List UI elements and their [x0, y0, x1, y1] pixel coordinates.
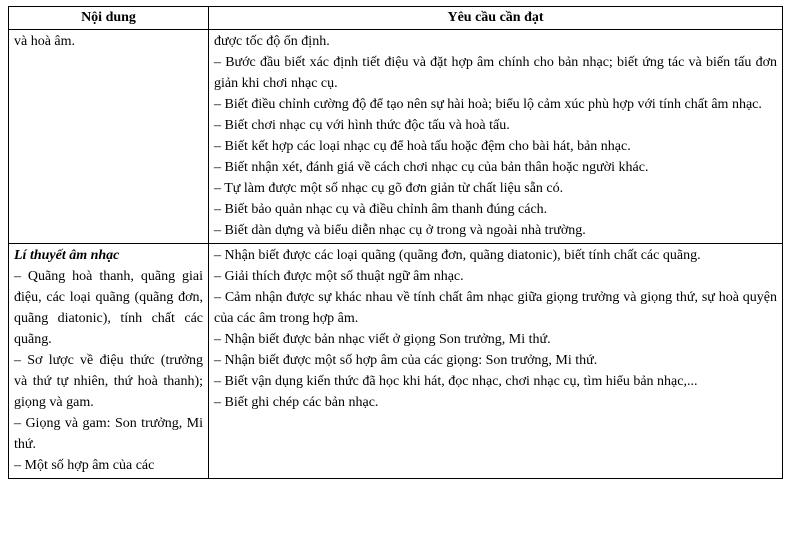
requirement-item: – Nhận biết được một số hợp âm của các giọng: Son trưởng, Mi thứ. [214, 353, 598, 368]
requirements-cell [209, 30, 783, 244]
content-text: – Giọng và gam: Son trưởng, Mi thứ. [14, 416, 203, 452]
requirement-item: – Biết dàn dựng và biểu diễn nhạc cụ ở trong và ngoài nhà trường. [214, 223, 586, 238]
requirement-item: – Biết chơi nhạc cụ với hình thức độc tấu và hoà tấu. [214, 118, 510, 133]
content-text: – Một số hợp âm của các [14, 458, 155, 473]
content-text: và hoà âm. [14, 34, 76, 49]
requirement-item: – Biết điều chỉnh cường độ để tạo nên sự hài hoà; biểu lộ cảm xúc phù hợp với tính chất âm nhạc. [214, 97, 762, 112]
requirement-item: – Biết vận dụng kiến thức đã học khi hát, đọc nhạc, chơi nhạc cụ, tìm hiểu bản nhạc,... [214, 374, 698, 389]
table-header-row [9, 7, 783, 30]
requirement-item: được tốc độ ổn định. [214, 34, 330, 49]
requirement-item: – Bước đầu biết xác định tiết điệu và đặt hợp âm chính cho bản nhạc; biết ứng tác và biến tấu đơn giản khi chơi nhạc cụ. [214, 55, 777, 91]
content-cell [9, 30, 209, 244]
requirement-item: – Tự làm được một số nhạc cụ gõ đơn giản từ chất liệu sẵn có. [214, 181, 564, 196]
requirement-item: – Nhận biết được các loại quãng (quãng đơn, quãng diatonic), biết tính chất các quãng. [214, 248, 701, 263]
requirement-item: – Biết kết hợp các loại nhạc cụ để hoà tấu hoặc đệm cho bài hát, bản nhạc. [214, 139, 631, 154]
requirement-item: – Giải thích được một số thuật ngữ âm nhạc. [214, 269, 464, 284]
header-requirements: Yêu cầu cần đạt [209, 7, 783, 30]
table-row [9, 244, 783, 479]
content-cell [9, 244, 209, 479]
content-text: – Sơ lược về điệu thức (trưởng và thứ tự nhiên, thứ hoà thanh); giọng và gam. [14, 353, 203, 410]
requirement-item: – Biết nhận xét, đánh giá về cách chơi nhạc cụ của bản thân hoặc người khác. [214, 160, 649, 175]
curriculum-table [8, 6, 783, 479]
requirement-item: – Nhận biết được bản nhạc viết ở giọng Son trưởng, Mi thứ. [214, 332, 551, 347]
requirement-item: – Cảm nhận được sự khác nhau về tính chất âm nhạc giữa giọng trưởng và giọng thứ, sự hoà quyện của các âm trong hợp âm. [214, 290, 777, 326]
content-text: – Quãng hoà thanh, quãng giai điệu, các loại quãng (quãng đơn, quãng diatonic), tính chất các quãng. [14, 269, 203, 347]
table-row [9, 30, 783, 244]
requirements-cell [209, 244, 783, 479]
requirement-item: – Biết ghi chép các bản nhạc. [214, 395, 379, 410]
requirement-item: – Biết bảo quản nhạc cụ và điều chỉnh âm thanh đúng cách. [214, 202, 548, 217]
section-title: Lí thuyết âm nhạc [14, 248, 120, 263]
header-content: Nội dung [9, 7, 209, 30]
